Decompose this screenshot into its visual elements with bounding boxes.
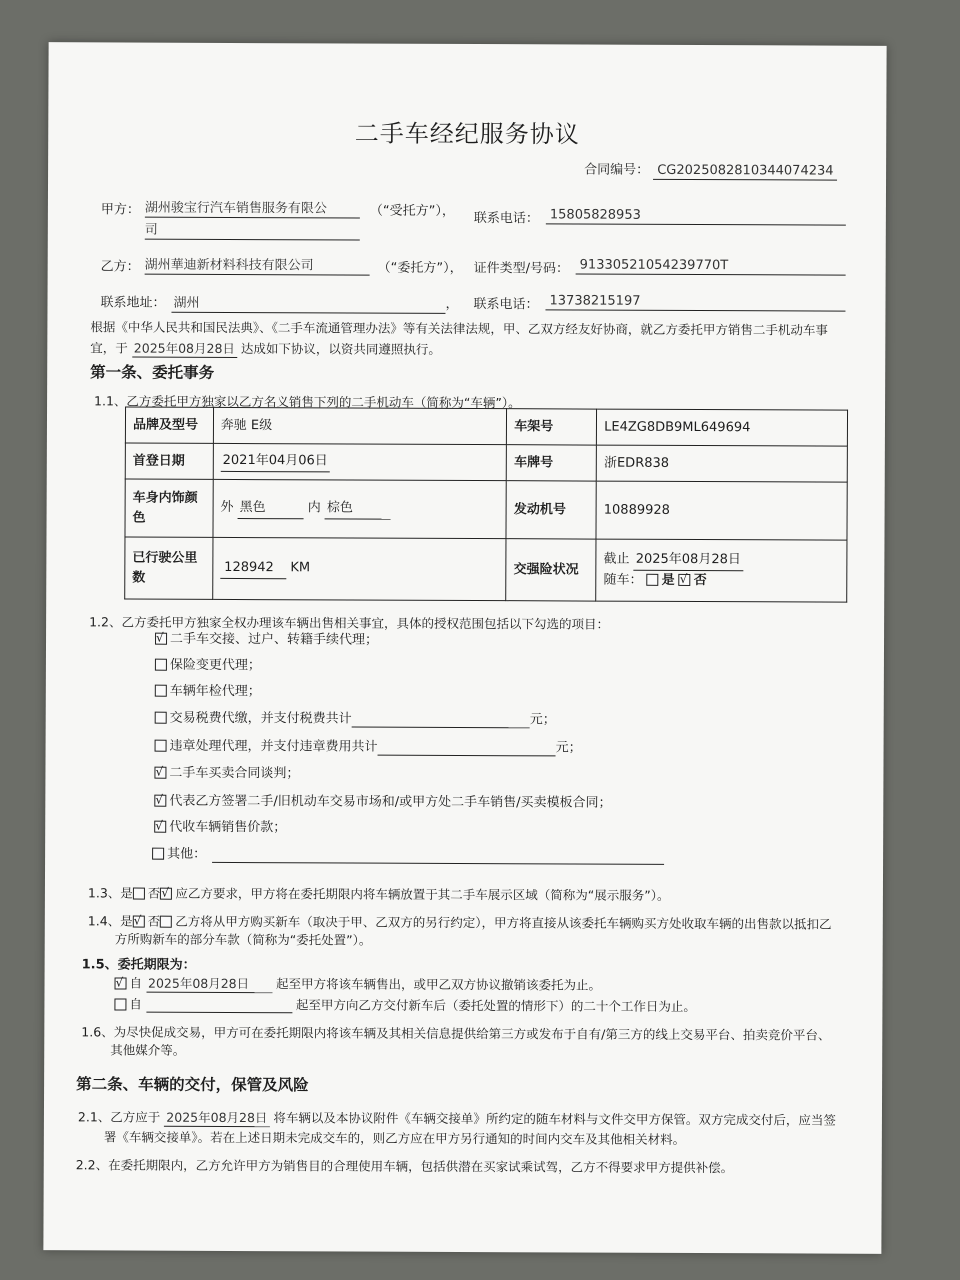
mileage-value: 128942 [220,558,286,579]
scope-item-3 [155,683,261,700]
contract-page [43,42,886,1254]
clause-1-4-yes: 1.4、是 [87,913,133,929]
interior-prefix: 内 [307,500,321,516]
insurance-no-checkbox[interactable] [679,574,691,586]
scope-checkbox-5[interactable] [155,740,167,752]
clause-1-4-no-checkbox[interactable] [160,916,172,928]
intro-line2-pre: 宜，于 [90,340,128,356]
tax-amount-blank [352,713,530,729]
plate-label: 车牌号 [507,445,597,481]
intro-line2 [90,339,441,359]
contract-number-value: CG2025082810344074234 [653,162,837,181]
party-a-phone-label: 联系电话： [473,211,539,227]
engine-label: 发动机号 [506,481,596,539]
table-row [125,479,847,540]
clause-1-6-line1: 1.6、为尽快促成交易，甲方可在委托期限内将该车辆及其相关信息提供给第三方或发布于自有/第三方的线上交易平台、拍卖竞价平台、 [81,1024,831,1043]
mileage-label [125,537,213,599]
clause-2-1-line2: 署《车辆交接单》。若在上述日期未完成交车的，则乙方应在甲方另行通知的时间内交车及其他相关材料。 [103,1129,686,1147]
scope-label-9: 其他： [167,846,207,862]
insurance-yes-checkbox[interactable] [647,574,659,586]
scope-checkbox-6[interactable] [154,767,166,779]
table-row [125,537,847,602]
clause-1-3 [88,884,670,904]
party-a-name-line2: 司 [145,222,360,241]
brand-label: 品牌及型号 [125,407,213,443]
scope-item-4 [155,710,556,729]
contract-number-label: 合同编号： [584,162,650,178]
clause-1-3-no-checkbox[interactable] [160,888,172,900]
clause-1-3-yes: 1.3、是 [87,885,133,901]
scope-label-4: 交易税费代缴，并支付税费共计 [169,710,352,727]
scope-item-1 [155,631,378,649]
violation-amount-blank [378,741,556,757]
scope-checkbox-7[interactable] [154,795,166,807]
scope-label-5: 违章处理代理，并支付违章费用共计 [169,738,378,755]
party-a-role: （“受托方”）， [369,203,455,219]
color-cell [213,479,507,538]
term-1-date: 2025年08月28日 [146,975,272,994]
scope-checkbox-1[interactable] [155,633,167,645]
color-label [125,479,213,537]
scope-label-2: 保险变更代理； [169,657,261,674]
other-blank [212,848,664,865]
tax-suffix: 元； [529,712,556,728]
plate-value: 浙EDR838 [596,445,847,482]
engine-value: 10889928 [596,481,847,540]
article-2-title: 第二条、车辆的交付，保管及风险 [76,1075,309,1095]
party-b-address-end: ， [445,296,459,312]
clause-1-6-line2: 其他媒介等。 [110,1042,186,1058]
scope-item-6 [154,765,299,783]
scope-label-3: 车辆年检代理； [169,683,261,700]
reg-date-value: 2021年04月06日 [221,451,330,472]
term-2-date-blank [146,999,292,1014]
term-2-text: 起至甲方向乙方交付新车后（委托处置的情形下）的二十个工作日为止。 [295,997,696,1015]
clause-2-1-date: 2025年08月28日 [164,1109,269,1127]
contract-number-row [584,162,837,181]
insurance-no-label: 否 [693,572,707,589]
vin-value: LE4ZG8DB9ML649694 [597,409,848,446]
party-a-phone: 15805828953 [546,206,846,225]
clause-1-3-no: 否 [147,885,161,901]
insurance-date: 2025年08月28日 [634,550,743,571]
vehicle-table [124,407,848,603]
clause-1-5-title: 1.5、委托期限为： [81,957,196,973]
scope-checkbox-2[interactable] [155,659,167,671]
reg-date-label: 首登日期 [125,443,213,479]
intro-date: 2025年08月28日 [132,340,237,358]
party-b-role: （“委托方”）， [377,260,463,276]
scope-label-7: 代表乙方签署二手/旧机动车交易市场和/或甲方处二手车销售/买卖模板合同； [169,793,612,811]
interior-color: 棕色 [325,498,391,519]
insurance-label: 交强险状况 [506,539,596,601]
color-label-line1: 车身内饰颜 [132,490,198,506]
term-1-text: 起至甲方将该车辆售出，或甲乙双方协议撤销该委托为止。 [275,976,602,993]
exterior-color: 黑色 [238,498,304,519]
clause-1-3-text: 应乙方要求，甲方将在委托期限内将车辆放置于其二手车展示区域（简称为“展示服务”）。 [175,885,670,903]
reg-date-cell [213,443,507,480]
term-row-2 [114,995,696,1015]
term-1-pre: 自 [129,975,143,991]
insurance-yes-label: 是 [661,572,675,588]
scope-item-2 [155,657,261,674]
party-b-id: 91330521054239770T [576,256,846,275]
party-b-label: 乙方： [100,259,140,275]
mileage-label-line1: 已行驶公里 [132,550,198,566]
clause-2-2: 2.2、在委托期限内，乙方允许甲方为销售目的合理使用车辆，包括供潜在买家试乘试驾，乙方不得要求甲方提供补偿。 [75,1157,734,1176]
scope-label-6: 二手车买卖合同谈判； [169,765,300,782]
vin-label: 车架号 [507,409,597,445]
table-row [125,443,847,482]
scope-item-5 [155,738,582,757]
clause-1-4-yes-checkbox[interactable] [133,916,145,928]
insurance-prefix: 截止 [603,551,630,567]
party-a-label: 甲方： [100,202,140,218]
scope-item-9 [152,846,664,865]
article-1-title: 第一条、委托事务 [90,363,215,382]
clause-2-1-pre: 2.1、乙方应于 [77,1109,161,1125]
clause-1-4-no: 否 [147,913,161,929]
color-label-line2: 色 [132,510,146,526]
clause-1-1: 1.1、乙方委托甲方独家以乙方名义销售下列的二手机动车（简称为“车辆”）。 [94,393,521,411]
table-row [125,407,847,446]
clause-1-4-line2: 方所购新车的部分车款（简称为“委托处置”）。 [114,931,372,948]
brand-value: 奔驰 E级 [213,407,507,444]
intro-line2-post: 达成如下协议，以资共同遵照执行。 [240,341,441,357]
insurance-cell [596,539,847,602]
party-a-name-line1: 湖州骏宝行汽车销售服务有限公 [145,200,360,219]
violation-suffix: 元； [555,740,582,756]
scope-checkbox-4[interactable] [155,712,167,724]
intro-line1: 根据《中华人民共和国民法典》、《二手车流通管理办法》等有关法律法规，甲、乙双方经友好协商，就乙方委托甲方销售二手机动车事 [90,319,828,338]
term-2-checkbox[interactable] [114,998,126,1010]
clause-1-2: 1.2、乙方委托甲方独家全权办理该车辆出售相关事宜，具体的授权范围包括以下勾选的项目： [89,614,610,632]
insurance-follow-label: 随车： [603,572,643,588]
party-b-name: 湖州華迪新材料科技有限公司 [145,257,370,276]
party-b-id-label: 证件类型/号码： [473,261,570,277]
scope-item-8 [154,819,286,837]
term-2-pre: 自 [129,996,142,1012]
scope-checkbox-3[interactable] [155,685,167,697]
clause-2-1 [78,1108,836,1129]
term-1-checkbox[interactable] [115,977,127,989]
scope-label-8: 代收车辆销售价款； [169,819,287,836]
party-b-address-label: 联系地址： [100,295,166,311]
clause-1-4-text: 乙方将从甲方购买新车（取决于甲、乙双方的另行约定），甲方将直接从该委托车辆购买方处收取车辆的出售款以抵扣乙 [175,913,832,932]
party-b-phone-label: 联系电话： [473,297,539,313]
mileage-label-line2: 数 [132,570,146,586]
scope-checkbox-8[interactable] [154,821,166,833]
clause-2-1-text: 将车辆以及本协议附件《车辆交接单》所约定的随车材料与文件交甲方保管。双方完成交付后，应当签 [273,1110,836,1128]
term-row-1 [114,974,601,994]
clause-1-4 [88,912,832,932]
mileage-cell [213,537,507,600]
mileage-unit: KM [290,560,311,576]
exterior-prefix: 外 [220,499,234,515]
document-title: 二手车经纪服务协议 [354,119,580,149]
clause-1-3-yes-checkbox[interactable] [133,888,145,900]
party-b-address: 湖州 [171,295,445,314]
scope-item-7 [154,793,611,812]
scope-label-1: 二手车交接、过户、转籍手续代理； [170,631,379,648]
party-b-phone: 13738215197 [545,292,845,311]
scope-checkbox-9[interactable] [152,848,164,860]
